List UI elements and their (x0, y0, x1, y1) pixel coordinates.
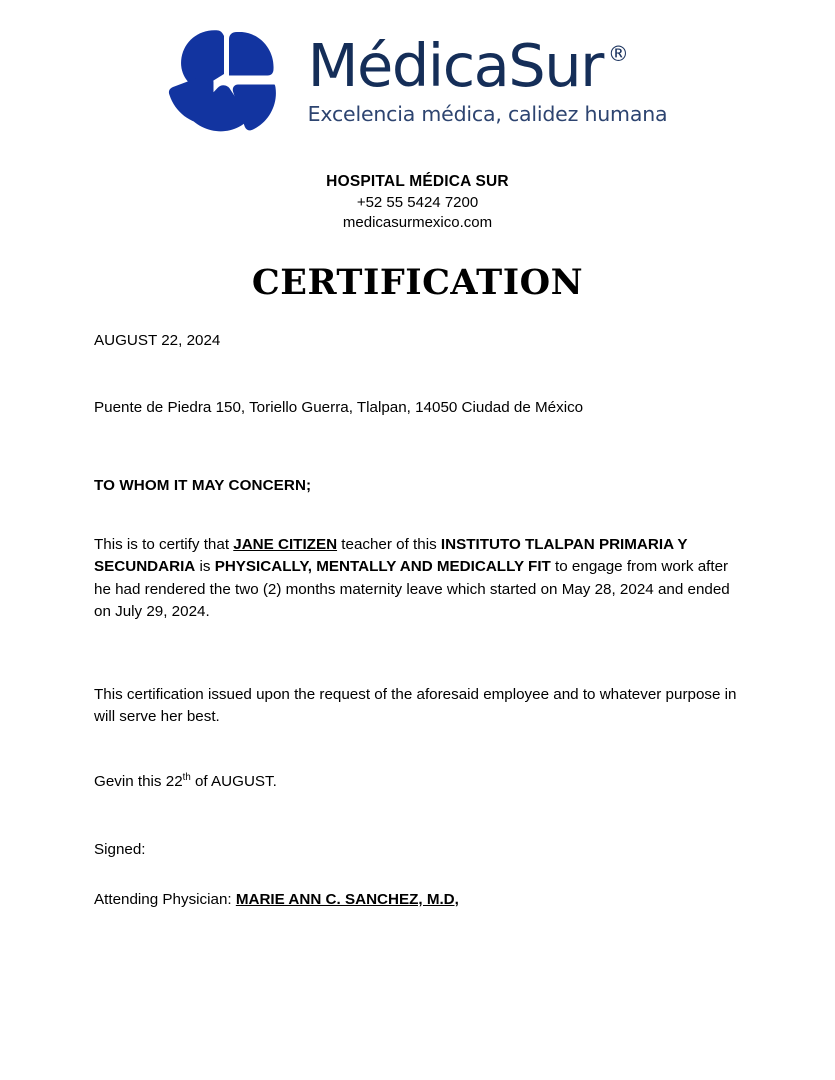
given-day-number: 22 (165, 772, 183, 790)
document-address: Puente de Piedra 150, Toriello Guerra, Tlalpan, 14050 Ciudad de México (94, 398, 584, 416)
attending-physician-name: MARIE ANN C. SANCHEZ, M.D, (235, 890, 459, 908)
ordinal-suffix: th (182, 771, 191, 783)
brand-tagline: Excelencia médica, calidez humana (307, 101, 668, 126)
document-body (94, 330, 739, 911)
certification-paragraph (94, 534, 739, 624)
hospital-website: medicasurmexico.com (342, 213, 493, 231)
document-title: CERTIFICATION (251, 262, 584, 303)
attending-physician-label: Attending Physician: (94, 890, 236, 908)
given-suffix-text: of AUGUST. (190, 772, 277, 790)
employee-name: JANE CITIZEN (233, 535, 338, 553)
connector-text: is (195, 558, 215, 576)
hospital-contact-block (0, 172, 835, 233)
employer-name: INSTITUTO TLALPAN PRIMARIA Y SECUNDARIA (94, 535, 688, 576)
role-phrase-text: teacher of this (337, 535, 441, 553)
salutation: TO WHOM IT MAY CONCERN; (94, 477, 312, 495)
hospital-name: HOSPITAL MÉDICA SUR (326, 173, 509, 190)
document-date: AUGUST 22, 2024 (94, 332, 221, 349)
medica-sur-flower-logo-icon (168, 26, 286, 156)
certify-intro-text: This is to certify that (94, 535, 234, 553)
registered-trademark-icon: ® (607, 42, 629, 66)
given-date-line (94, 771, 739, 793)
signed-label: Signed: (94, 841, 146, 859)
wordmark-block (308, 26, 668, 126)
attending-physician-line (94, 889, 739, 911)
brand-lockup (168, 26, 668, 156)
wordmark-text: MédicaSur (307, 31, 603, 100)
hospital-phone: +52 55 5424 7200 (356, 193, 479, 211)
fitness-statement: PHYSICALLY, MENTALLY AND MEDICALLY FIT (214, 558, 551, 576)
letterhead (0, 26, 835, 156)
leave-details-text: to engage from work after he had rendered the two (2) months maternity leave which started on May 28, 2024 and ended on July 29, 2024. (94, 558, 730, 621)
given-prefix-text: Gevin this (94, 772, 166, 790)
wordmark (307, 31, 668, 100)
purpose-paragraph: This certification issued upon the request of the aforesaid employee and to whatever purpose in will serve her best. (94, 685, 737, 725)
